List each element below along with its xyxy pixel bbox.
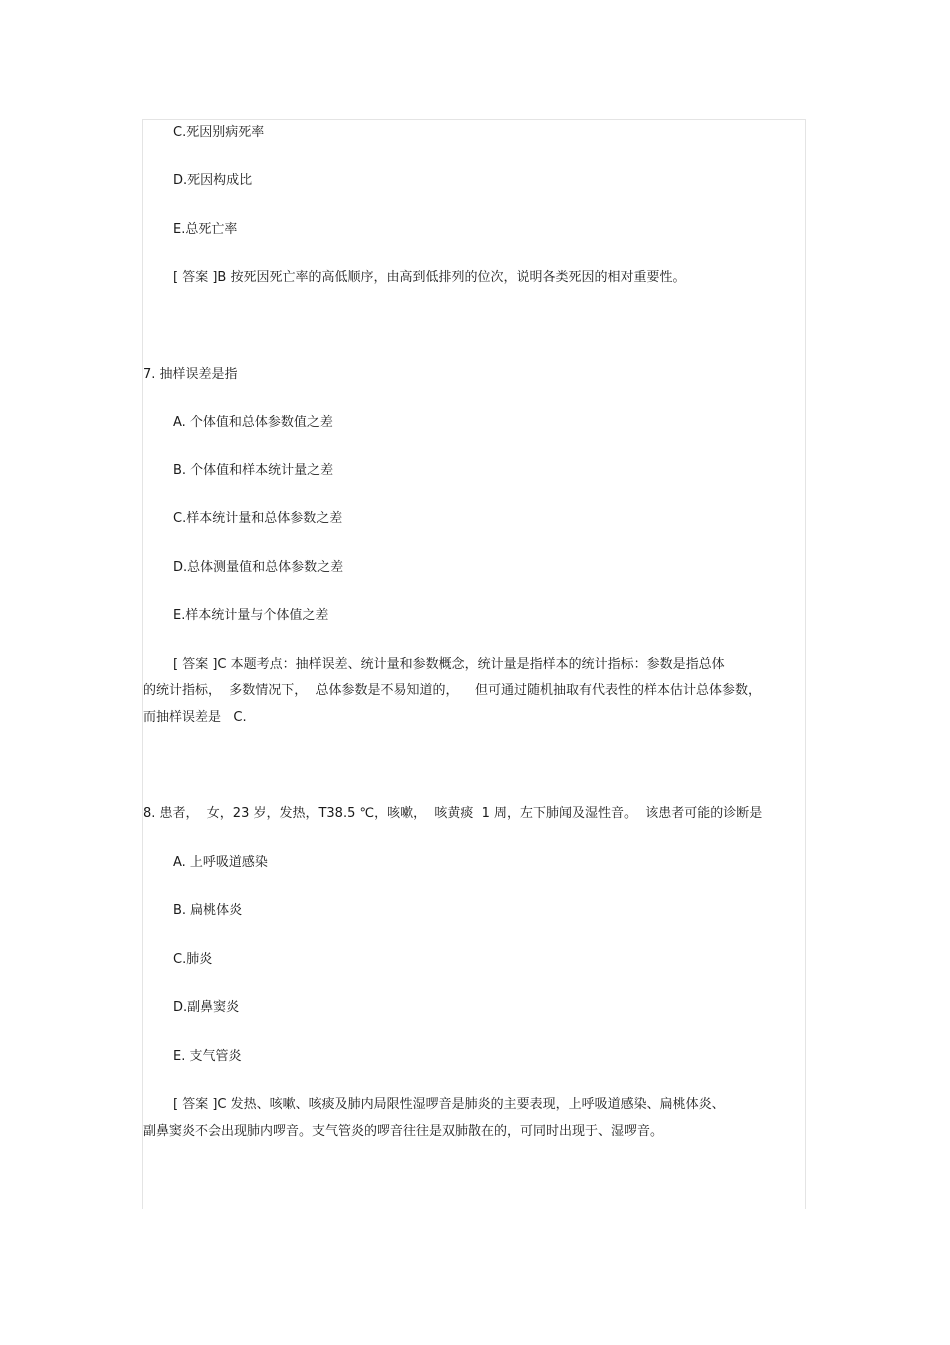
q7-option-c: C.样本统计量和总体参数之差 [173, 511, 343, 526]
q8-option-c: C.肺炎 [173, 952, 213, 967]
q6-option-e: E.总死亡率 [173, 222, 238, 237]
q7-option-d: D.总体测量值和总体参数之差 [173, 560, 344, 575]
q7-option-a: A. 个体值和总体参数值之差 [173, 415, 333, 430]
q7-option-b: B. 个体值和样本统计量之差 [173, 463, 334, 478]
q8-answer-line-2: 副鼻窦炎不会出现肺内啰音。支气管炎的啰音往往是双肺散在的，可同时出现于、湿啰音。 [143, 1124, 664, 1139]
q8-option-e: E. 支气管炎 [173, 1049, 242, 1064]
q8-option-b: B. 扁桃体炎 [173, 903, 243, 918]
q6-option-d: D.死因构成比 [173, 173, 253, 188]
q8-option-d: D.副鼻窦炎 [173, 1000, 240, 1015]
q6-option-c: C.死因别病死率 [173, 125, 265, 140]
q7-answer-line-2: 的统计指标， 多数情况下， 总体参数是不易知道的， 但可通过随机抽取有代表性的样本估计总体参数， [143, 683, 762, 698]
q8-answer-line-1: [ 答案 ]C 发热、咳嗽、咳痰及肺内局限性湿啰音是肺炎的主要表现，上呼吸道感染、扁桃体炎、 [173, 1097, 725, 1112]
q7-answer-line-3: 而抽样误差是 C. [143, 710, 247, 725]
q8-stem: 8. 患者， 女，23 岁，发热，T38.5 ℃，咳嗽， 咳黄痰 1 周，左下肺闻及湿性音。 该患者可能的诊断是 [143, 806, 763, 821]
q8-option-a: A. 上呼吸道感染 [173, 855, 268, 870]
q7-stem: 7. 抽样误差是指 [143, 367, 238, 382]
q7-answer-line-1: [ 答案 ]C 本题考点：抽样误差、统计量和参数概念，统计量是指样本的统计指标：参数是指总体 [173, 657, 725, 672]
q7-option-e: E.样本统计量与个体值之差 [173, 608, 329, 623]
q6-answer: [ 答案 ]B 按死因死亡率的高低顺序，由高到低排列的位次，说明各类死因的相对重要性。 [173, 270, 686, 285]
